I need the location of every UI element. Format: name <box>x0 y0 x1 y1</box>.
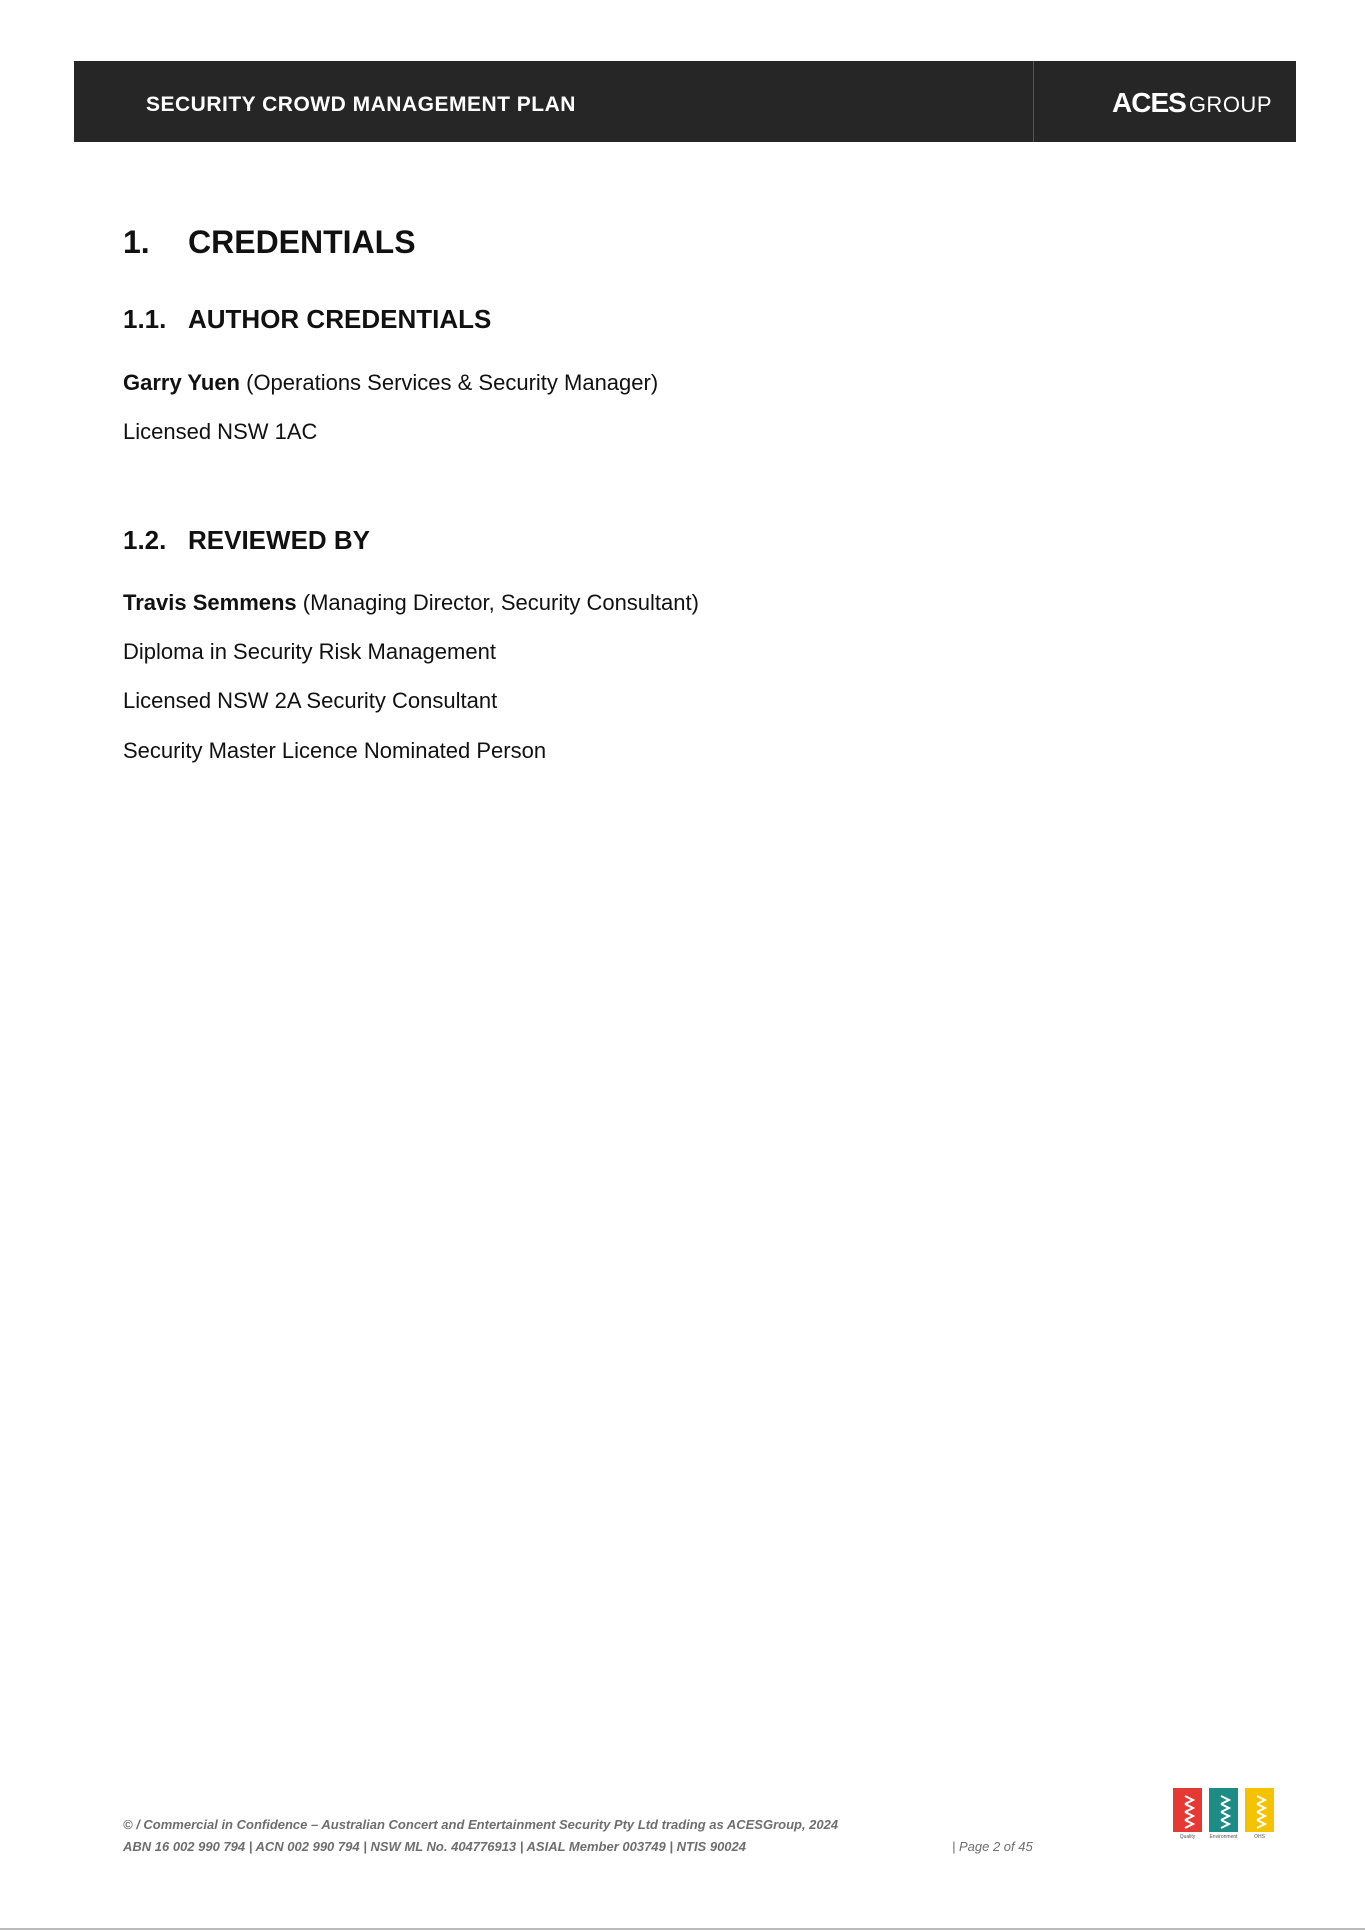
subsection-heading-reviewed-by <box>123 525 370 556</box>
reviewer-name-line <box>123 590 699 616</box>
subsection-title: REVIEWED BY <box>188 525 371 555</box>
certification-badges <box>1173 1788 1274 1852</box>
reviewer-credential: Security Master Licence Nominated Person <box>123 738 547 763</box>
subsection-title: AUTHOR CREDENTIALS <box>188 304 492 334</box>
aces-group-logo <box>1112 87 1272 119</box>
cert-mark-icon <box>1245 1788 1274 1832</box>
certification-badge-quality <box>1173 1788 1202 1852</box>
reviewer-credential: Licensed NSW 2A Security Consultant <box>123 688 498 713</box>
certification-badge-environment <box>1209 1788 1238 1852</box>
author-role: (Operations Services & Security Manager) <box>240 370 659 395</box>
page-number: | Page 2 of 45 <box>952 1839 1033 1854</box>
header-divider <box>1033 61 1034 142</box>
subsection-number: 1.1. <box>123 304 167 334</box>
document-header <box>74 61 1296 142</box>
cert-mark-icon <box>1209 1788 1238 1832</box>
subsection-number: 1.2. <box>123 525 167 555</box>
certification-badge-ohs <box>1245 1788 1274 1852</box>
section-heading-credentials <box>123 224 416 261</box>
cert-mark-icon <box>1173 1788 1202 1832</box>
author-credential: Licensed NSW 1AC <box>123 419 318 444</box>
author-name: Garry Yuen <box>123 370 240 395</box>
cert-label: Quality <box>1179 1834 1196 1840</box>
header-title: SECURITY CROWD MANAGEMENT PLAN <box>146 93 576 116</box>
subsection-heading-author <box>123 304 491 335</box>
logo-main-text: ACES <box>1112 87 1186 118</box>
footer-registration: ABN 16 002 990 794 | ACN 002 990 794 | NSW ML No. 404776913 | ASIAL Member 003749 | NTIS 90024 <box>123 1839 746 1854</box>
footer-copyright: © / Commercial in Confidence – Australian Concert and Entertainment Security Pty Ltd trading as ACESGroup, 2024 <box>123 1817 839 1832</box>
section-number: 1. <box>123 224 150 260</box>
reviewer-name: Travis Semmens <box>123 590 297 615</box>
reviewer-role: (Managing Director, Security Consultant) <box>296 590 699 615</box>
cert-label: OHS <box>1254 1834 1265 1840</box>
author-name-line <box>123 370 658 396</box>
cert-label: Environment <box>1209 1834 1238 1840</box>
reviewer-credential: Diploma in Security Risk Management <box>123 639 496 664</box>
logo-sub-text: GROUP <box>1188 92 1272 117</box>
section-title: CREDENTIALS <box>188 224 416 260</box>
